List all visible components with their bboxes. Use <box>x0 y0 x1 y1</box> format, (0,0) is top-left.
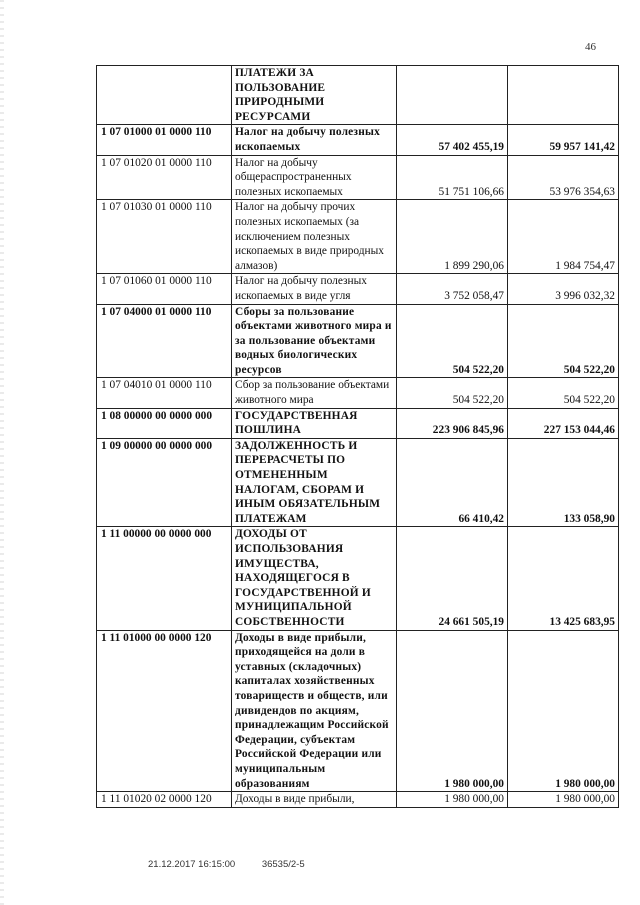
code-cell: 1 07 04010 01 0000 110 <box>97 378 232 408</box>
code-cell: 1 07 04000 01 0000 110 <box>97 304 232 378</box>
value-2017-cell: 504 522,20 <box>508 378 619 408</box>
code-cell: 1 07 01060 01 0000 110 <box>97 274 232 304</box>
value-2017-cell: 53 976 354,63 <box>508 155 619 200</box>
code-cell: 1 11 00000 00 0000 000 <box>97 527 232 630</box>
budget-table <box>96 65 619 808</box>
table-row <box>97 155 619 200</box>
table-row <box>97 274 619 304</box>
value-2017-cell: 13 425 683,95 <box>508 527 619 630</box>
name-cell: ДОХОДЫ ОТ ИСПОЛЬЗОВАНИЯ ИМУЩЕСТВА, НАХОДЯЩЕГОСЯ В ГОСУДАРСТВЕННОЙ И МУНИЦИПАЛЬНОЙ СОБСТВЕННОСТИ <box>232 527 397 630</box>
name-cell: Налог на добычу полезных ископаемых <box>232 125 397 155</box>
code-cell <box>97 66 232 125</box>
footer <box>148 859 329 870</box>
name-cell: ЗАДОЛЖЕННОСТЬ И ПЕРЕРАСЧЕТЫ ПО ОТМЕНЕННЫМ НАЛОГАМ, СБОРАМ И ИНЫМ ОБЯЗАТЕЛЬНЫМ ПЛАТЕЖАМ <box>232 438 397 527</box>
name-cell: Налог на добычу прочих полезных ископаемых (за исключением полезных ископаемых в виде природных алмазов) <box>232 200 397 274</box>
value-2016-cell: 504 522,20 <box>397 304 508 378</box>
table-row <box>97 304 619 378</box>
value-2016-cell: 57 402 455,19 <box>397 125 508 155</box>
name-cell: Налог на добычу полезных ископаемых в виде угля <box>232 274 397 304</box>
value-2016-cell: 66 410,42 <box>397 438 508 527</box>
value-2017-cell: 1 980 000,00 <box>508 792 619 808</box>
value-2017-cell: 227 153 044,46 <box>508 408 619 438</box>
scan-edge-artifact <box>0 0 4 905</box>
value-2017-cell: 504 522,20 <box>508 304 619 378</box>
table-row <box>97 125 619 155</box>
value-2016-cell: 504 522,20 <box>397 378 508 408</box>
code-cell: 1 08 00000 00 0000 000 <box>97 408 232 438</box>
value-2016-cell: 51 751 106,66 <box>397 155 508 200</box>
name-cell: Налог на добычу общераспространенных полезных ископаемых <box>232 155 397 200</box>
print-timestamp: 21.12.2017 16:15:00 <box>148 859 236 870</box>
value-2016-cell: 3 752 058,47 <box>397 274 508 304</box>
table-row <box>97 200 619 274</box>
name-cell: ПЛАТЕЖИ ЗА ПОЛЬЗОВАНИЕ ПРИРОДНЫМИ РЕСУРСАМИ <box>232 66 397 125</box>
value-2016-cell: 1 980 000,00 <box>397 630 508 792</box>
value-2016-cell: 223 906 845,96 <box>397 408 508 438</box>
document-id: 36535/2-5 <box>261 859 305 870</box>
name-cell: Сбор за пользование объектами животного мира <box>232 378 397 408</box>
page-number: 46 <box>585 41 596 53</box>
table-row <box>97 630 619 792</box>
name-cell: Доходы в виде прибыли, приходящейся на доли в уставных (складочных) капиталах хозяйственных товариществ и обществ, или дивидендов по акциям, принадлежащим Российской Федерации, субъектам Российской Федерации или муниципальным образованиям <box>232 630 397 792</box>
code-cell: 1 07 01020 01 0000 110 <box>97 155 232 200</box>
value-2017-cell <box>508 66 619 125</box>
value-2016-cell <box>397 66 508 125</box>
table-row <box>97 408 619 438</box>
name-cell: Сборы за пользование объектами животного мира и за пользование объектами водных биологических ресурсов <box>232 304 397 378</box>
table-row <box>97 438 619 527</box>
name-cell: ГОСУДАРСТВЕННАЯ ПОШЛИНА <box>232 408 397 438</box>
value-2016-cell: 1 980 000,00 <box>397 792 508 808</box>
name-cell: Доходы в виде прибыли, <box>232 792 397 808</box>
value-2016-cell: 1 899 290,06 <box>397 200 508 274</box>
value-2017-cell: 1 980 000,00 <box>508 630 619 792</box>
value-2017-cell: 3 996 032,32 <box>508 274 619 304</box>
table-row <box>97 66 619 125</box>
code-cell: 1 09 00000 00 0000 000 <box>97 438 232 527</box>
code-cell: 1 07 01000 01 0000 110 <box>97 125 232 155</box>
table-row <box>97 378 619 408</box>
value-2017-cell: 59 957 141,42 <box>508 125 619 155</box>
code-cell: 1 07 01030 01 0000 110 <box>97 200 232 274</box>
table-row <box>97 792 619 808</box>
code-cell: 1 11 01020 02 0000 120 <box>97 792 232 808</box>
table-row <box>97 527 619 630</box>
value-2017-cell: 133 058,90 <box>508 438 619 527</box>
value-2017-cell: 1 984 754,47 <box>508 200 619 274</box>
value-2016-cell: 24 661 505,19 <box>397 527 508 630</box>
code-cell: 1 11 01000 00 0000 120 <box>97 630 232 792</box>
